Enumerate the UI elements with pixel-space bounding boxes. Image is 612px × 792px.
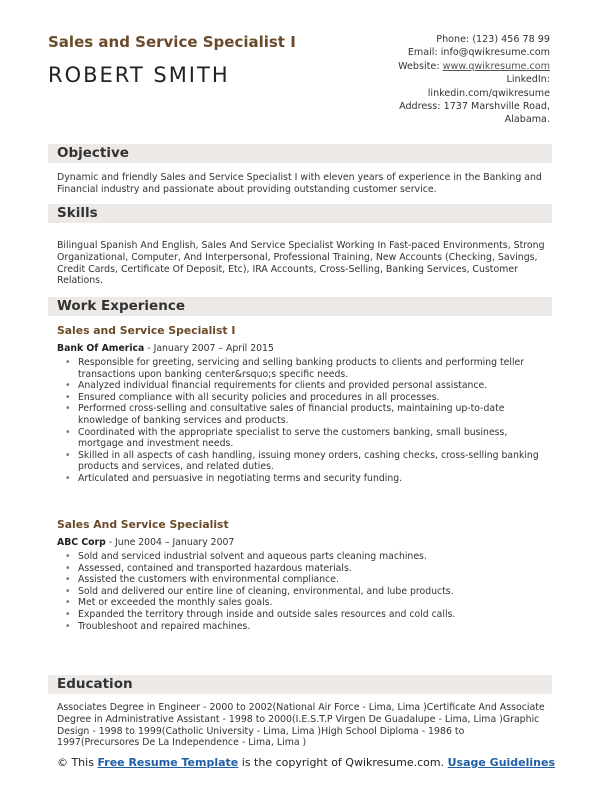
- work-experience-heading: Work Experience: [48, 297, 552, 316]
- skills-text: Bilingual Spanish And English, Sales And Service Specialist Working In Fast-paced Environments, Strong Organizational, Computer, And Interpersonal, Professional Training, New Accounts (Checking, Savings, Credit Cards, Certificate Of Deposit, Etc), IRA Accounts, Cross-Selling, Banking Services, Customer Relations.: [57, 240, 545, 287]
- usage-guidelines-link[interactable]: Usage Guidelines: [447, 756, 556, 769]
- objective-heading: Objective: [48, 144, 552, 163]
- job-title-1: Sales and Service Specialist I: [57, 324, 236, 337]
- job-dates-1: - January 2007 – April 2015: [144, 343, 274, 354]
- resume-job-title: Sales and Service Specialist I: [48, 33, 296, 51]
- list-item: • Assisted the customers with environmental compliance.: [64, 574, 548, 586]
- job-title-2: Sales And Service Specialist: [57, 518, 229, 531]
- company-line-1: [57, 343, 274, 354]
- contact-website: Website: www.qwikresume.com: [398, 60, 550, 72]
- copyright-footer: © This Free Resume Template is the copyright of Qwikresume.com. Usage Guidelines: [56, 756, 556, 769]
- contact-email: Email: info@qwikresume.com: [407, 47, 550, 59]
- contact-block: [290, 33, 550, 127]
- company-name-1: Bank Of America: [57, 343, 145, 354]
- list-item: • Coordinated with the appropriate specialist to serve the customers banking, small business, mortgage and investment needs.: [64, 427, 548, 450]
- company-name-2: ABC Corp: [57, 537, 106, 548]
- list-item: • Assessed, contained and transported hazardous materials.: [64, 563, 548, 575]
- job-2-bullets: [64, 551, 548, 632]
- list-item: • Articulated and persuasive in negotiating terms and security funding.: [64, 473, 548, 485]
- contact-address-line2: Alabama.: [504, 114, 550, 126]
- list-item: • Responsible for greeting, servicing and selling banking products to clients and performing teller transactions upon banking center&rsquo;s specific needs.: [64, 357, 548, 380]
- list-item: • Met or exceeded the monthly sales goals.: [64, 597, 548, 609]
- education-text: Associates Degree in Engineer - 2000 to 2002(National Air Force - Lima, Lima )Certificate And Associate Degree in Administrative Assistant - 1998 to 2000(I.E.S.T.P Virgen De Guadalupe - Lima, Lima )Graphic Design - 1998 to 1999(Catholic University - Lima, Lima )High School Diploma - 1986 to 1997(Precursores De La Independence - Lima, Lima ): [57, 702, 545, 749]
- job-dates-2: - June 2004 – January 2007: [105, 537, 235, 548]
- list-item: • Sold and serviced industrial solvent and aqueous parts cleaning machines.: [64, 551, 548, 563]
- website-link[interactable]: www.qwikresume.com: [442, 60, 550, 72]
- list-item: • Analyzed individual financial requirements for clients and provided personal assistance.: [64, 380, 548, 392]
- education-heading: Education: [48, 675, 552, 694]
- company-line-2: [57, 537, 234, 548]
- list-item: • Sold and delivered our entire line of cleaning, environmental, and lube products.: [64, 586, 548, 598]
- free-resume-template-link[interactable]: Free Resume Template: [97, 756, 239, 769]
- contact-linkedin-label: LinkedIn:: [506, 74, 550, 86]
- list-item: • Expanded the territory through inside and outside sales resources and cold calls.: [64, 609, 548, 621]
- list-item: • Skilled in all aspects of cash handling, issuing money orders, cashing checks, cross-selling banking products and services, and related duties.: [64, 450, 548, 473]
- skills-heading: Skills: [48, 204, 552, 223]
- contact-phone: Phone: (123) 456 78 99: [436, 34, 550, 45]
- contact-linkedin: linkedin.com/qwikresume: [427, 87, 550, 99]
- list-item: • Troubleshoot and repaired machines.: [64, 621, 548, 633]
- candidate-name: ROBERT SMITH: [48, 63, 230, 87]
- job-1-bullets: [64, 357, 548, 485]
- list-item: • Ensured compliance with all security policies and procedures in all processes.: [64, 392, 548, 404]
- list-item: • Performed cross-selling and consultative sales of financial products, maintaining up-to-date knowledge of banking services and products.: [64, 403, 548, 426]
- objective-text: Dynamic and friendly Sales and Service Specialist I with eleven years of experience in the Banking and Financial industry and passionate about providing outstanding customer service.: [57, 172, 542, 195]
- contact-address: Address: 1737 Marshville Road,: [399, 101, 550, 113]
